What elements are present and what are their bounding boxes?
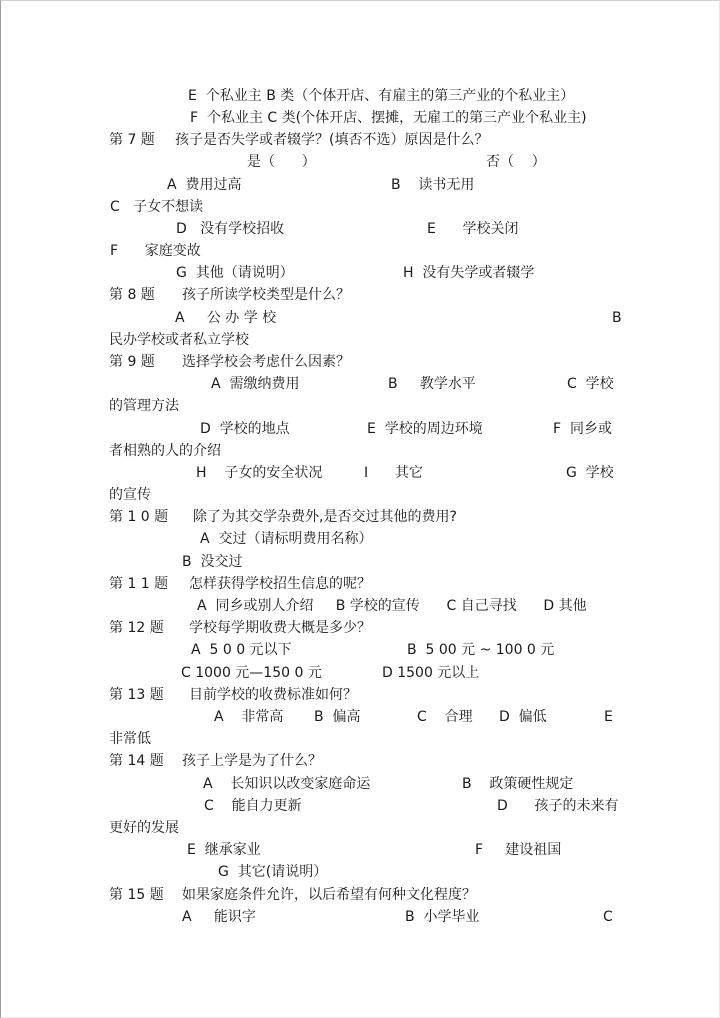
option: I 其它 [364, 465, 423, 481]
option: D 学校的地点 [200, 421, 290, 437]
option: A 费用过高 [167, 177, 242, 193]
option: H 没有失学或者辍学 [403, 265, 535, 281]
option-yes: 是（ ） [247, 154, 316, 170]
option-marker: C 学校 [567, 376, 614, 392]
option: E 继承家业 [187, 842, 261, 858]
option: A 5 0 0 元以下 [191, 642, 292, 658]
option: F 家庭变故 [110, 243, 201, 259]
question-number: 第 8 题 [109, 287, 155, 303]
option: A 交过（请标明费用名称） [200, 531, 373, 547]
option: C 1000 元—150 0 元 [181, 665, 322, 681]
question-text: 如果家庭条件允许，以后希望有何种文化程度？ [182, 887, 476, 903]
option-line: F 个私业主 C 类(个体开店、摆摊，无雇工的第三产业个私业主) [190, 110, 587, 126]
option: D 偏低 [499, 709, 547, 725]
option: A 长知识以改变家庭命运 [203, 776, 371, 792]
option: B 偏高 [314, 709, 361, 725]
option: A 需缴纳费用 [211, 376, 300, 392]
option: B 教学水平 [388, 376, 476, 392]
option: B 没交过 [182, 554, 243, 570]
option: E 学校的周边环境 [367, 421, 483, 437]
option: H 子女的安全状况 [196, 465, 323, 481]
option-row: A 同乡或别人介绍 B 学校的宣传 C 自己寻找 D 其他 [197, 598, 587, 614]
question-number: 第 1 0 题 [109, 509, 169, 525]
option: B 读书无用 [391, 177, 475, 193]
option: A 公 办 学 校 [175, 310, 277, 326]
question-number: 第 9 题 [109, 354, 155, 370]
option-continued: 非常低 [109, 731, 151, 747]
question-text: 孩子所读学校类型是什么？ [182, 287, 350, 303]
option: G 其他（请说明） [176, 265, 294, 281]
question-number: 第 15 题 [109, 887, 164, 903]
option: B 小学毕业 [405, 909, 480, 925]
option-marker: G 学校 [566, 465, 614, 481]
question-text: 怎样获得学校招生信息的呢？ [189, 576, 371, 592]
option: C 子女不想读 [110, 199, 204, 215]
option: C 合理 [417, 709, 473, 725]
option: E 学校关闭 [427, 221, 519, 237]
option-marker: B [612, 310, 622, 326]
option-line: E 个私业主 B 类（个体开店、有雇主的第三产业的个私业主） [188, 88, 575, 104]
option-marker: F 同乡或 [553, 421, 612, 437]
option: A 非常高 [214, 709, 284, 725]
option-continued: 更好的发展 [109, 820, 179, 836]
option: C 能自力更新 [204, 798, 302, 814]
option: A 能识字 [182, 909, 256, 925]
question-text: 目前学校的收费标准如何？ [189, 687, 357, 703]
question-number: 第 12 题 [109, 620, 164, 636]
question-text: 学校每学期收费大概是多少？ [189, 620, 371, 636]
question-number: 第 1 1 题 [109, 576, 169, 592]
option: D 1500 元以上 [382, 665, 480, 681]
option-continued: 的管理方法 [109, 398, 179, 414]
option: B 5 00 元 ~ 100 0 元 [407, 642, 555, 658]
question-text: 孩子是否失学或者辍学？(填否不选）原因是什么？ [175, 132, 489, 148]
question-number: 第 14 题 [109, 753, 164, 769]
question-text: 选择学校会考虑什么因素？ [182, 354, 350, 370]
option: G 其它(请说明） [218, 864, 328, 880]
option-marker: E [604, 709, 613, 725]
option: F 建设祖国 [475, 842, 562, 858]
question-number: 第 13 题 [109, 687, 164, 703]
option-no: 否（ ） [486, 154, 546, 170]
option-continued: 民办学校或者私立学校 [109, 332, 249, 348]
question-text: 除了为其交学杂费外,是否交过其他的费用? [193, 509, 457, 525]
option: D 孩子的未来有 [497, 798, 619, 814]
question-number: 第 7 题 [109, 132, 155, 148]
option: D 没有学校招收 [176, 221, 285, 237]
question-text: 孩子上学是为了什么？ [182, 753, 322, 769]
option-marker: C [603, 909, 613, 925]
option-continued: 者相熟的人的介绍 [109, 443, 221, 459]
option-continued: 的宣传 [109, 487, 151, 503]
option: B 政策硬性规定 [462, 776, 574, 792]
